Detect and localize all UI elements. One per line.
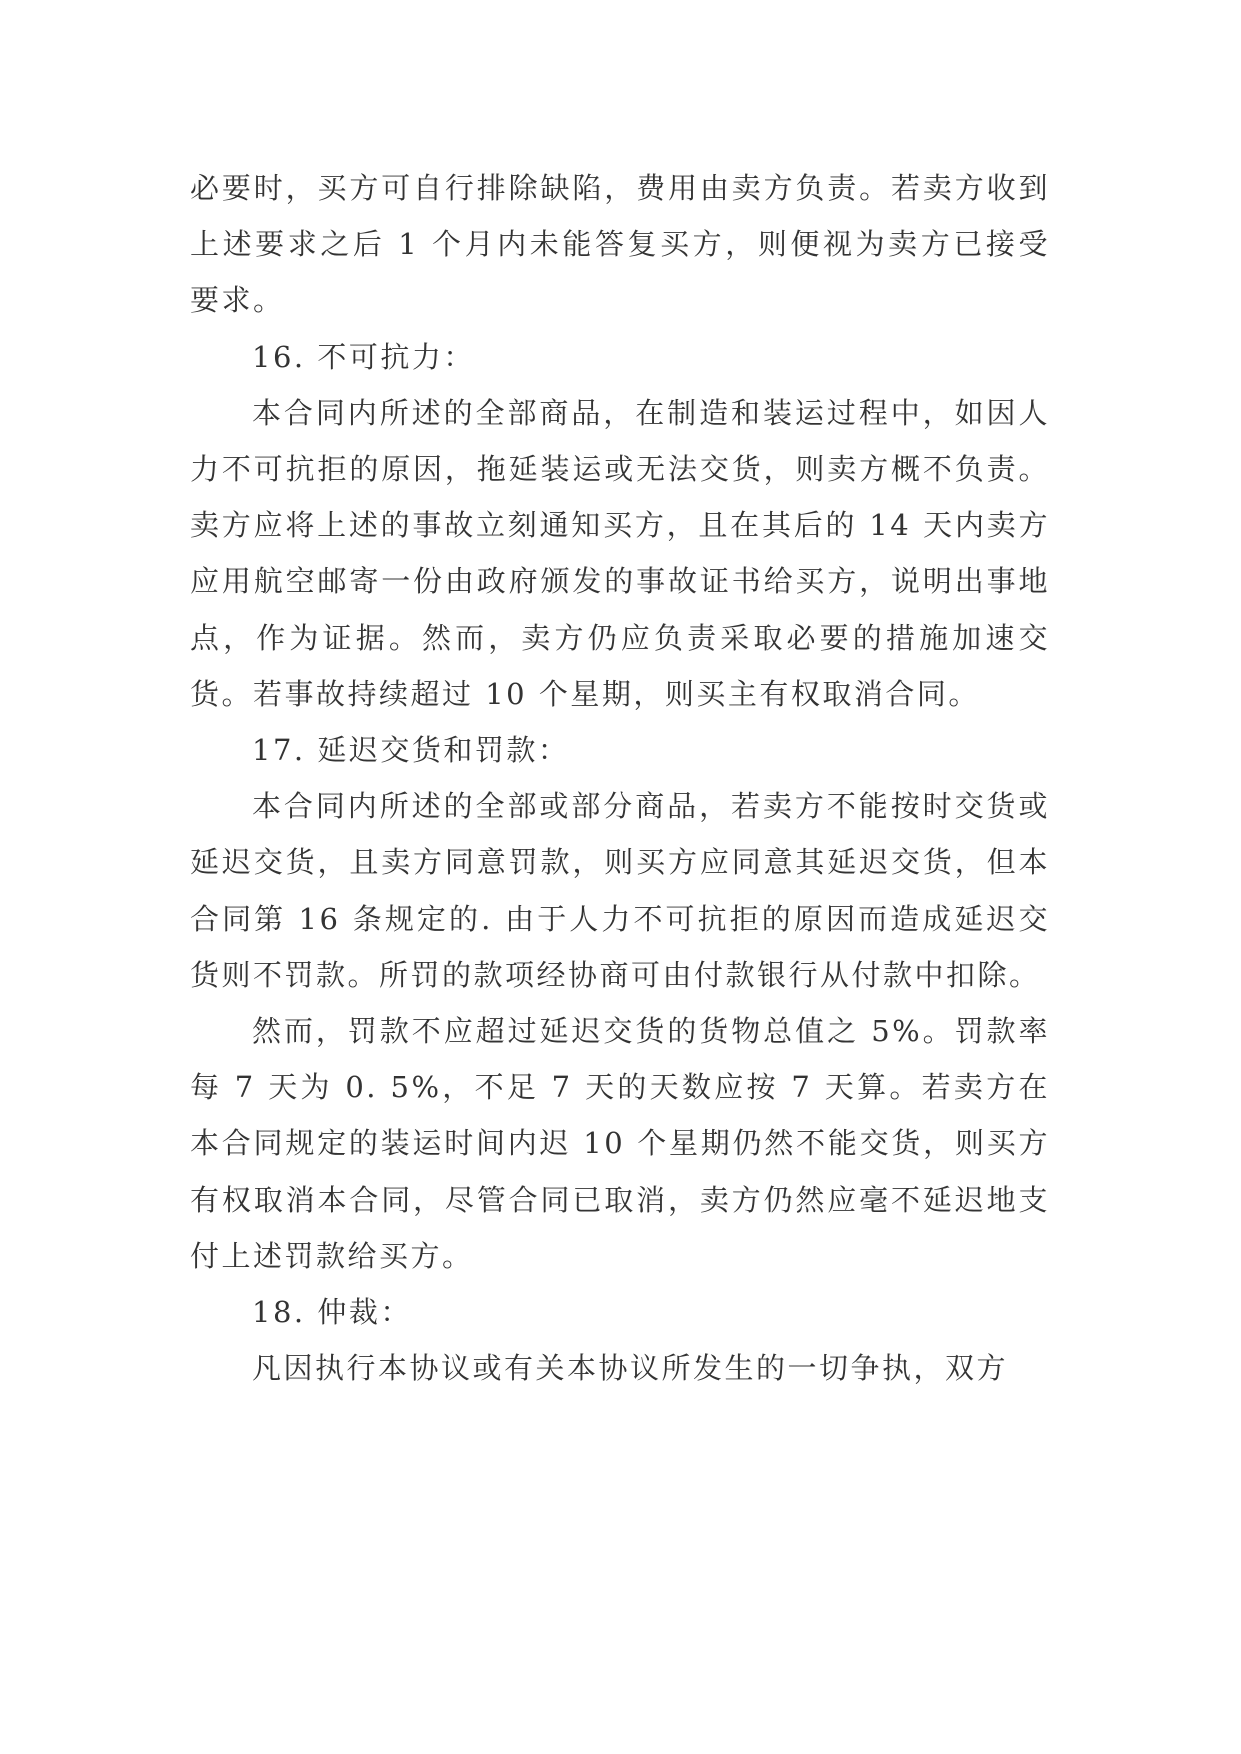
heading-arbitration: 18. 仲裁：	[252, 1295, 412, 1330]
paragraph-arbitration: 凡因执行本协议或有关本协议所发生的一切争执，双方	[252, 1351, 1009, 1386]
document-body	[190, 160, 1050, 1396]
heading-delay-penalty: 17. 延迟交货和罚款：	[252, 733, 570, 768]
paragraph-force-majeure: 本合同内所述的全部商品，在制造和装运过程中，如因人力不可抗拒的原因，拖延装运或无法交货，则卖方概不负责。卖方应将上述的事故立刻通知买方，且在其后的 14 天内卖方应用航空邮寄一份由政府颁发的事故证书给买方，说明出事地点，作为证据。然而，卖方仍应负责采取必要的措施加速交货。若事故持续超过 10 个星期，则买主有权取消合同。	[190, 395, 1050, 711]
paragraph-delay-penalty: 本合同内所述的全部或部分商品，若卖方不能按时交货或延迟交货，且卖方同意罚款，则买方应同意其延迟交货，但本合同第 16 条规定的. 由于人力不可抗拒的原因而造成延迟交货则不罚款。所罚的款项经协商可由付款银行从付款中扣除。	[190, 789, 1050, 992]
heading-force-majeure: 16. 不可抗力：	[252, 339, 475, 374]
paragraph-defect-remedy: 必要时，买方可自行排除缺陷，费用由卖方负责。若卖方收到上述要求之后 1 个月内未能答复买方，则便视为卖方已接受要求。	[190, 171, 1050, 318]
paragraph-penalty-limit: 然而，罚款不应超过延迟交货的货物总值之 5%。罚款率每 7 天为 0. 5%，不足 7 天的天数应按 7 天算。若卖方在本合同规定的装运时间内迟 10 个星期仍然不能交货，则买方有权取消本合同，尽管合同已取消，卖方仍然应毫不延迟地支付上述罚款给买方。	[190, 1014, 1050, 1273]
